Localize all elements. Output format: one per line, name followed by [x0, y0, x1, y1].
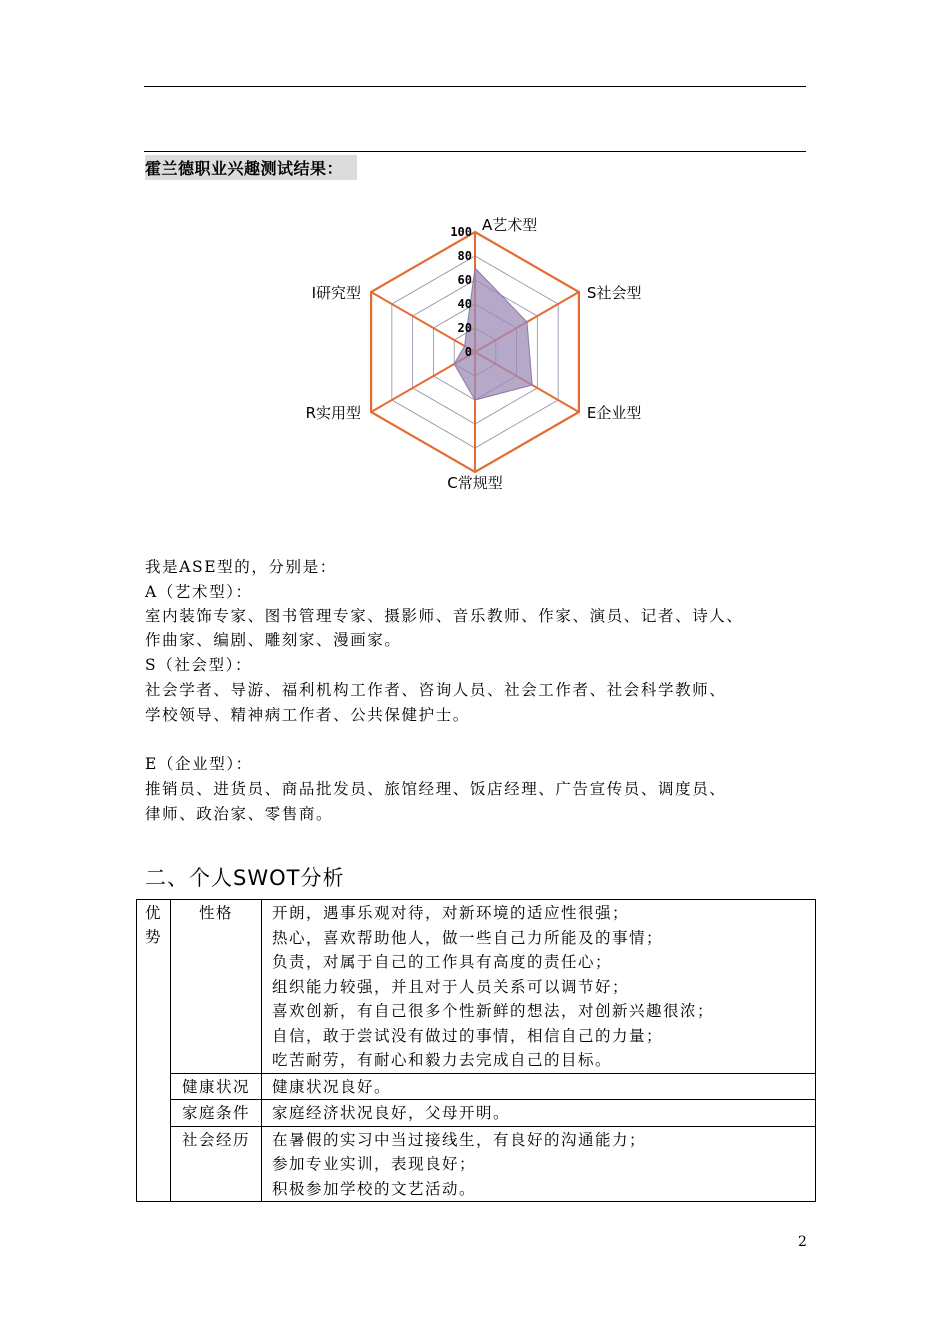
- radar-tick-label: 100: [450, 225, 472, 239]
- radar-axis-label: S社会型: [586, 284, 642, 302]
- row-line: 组织能力较强，并且对于人员关系可以调节好；: [272, 977, 630, 996]
- table-row: [137, 1126, 816, 1202]
- table-row: [137, 1073, 816, 1100]
- radar-tick-label: 80: [457, 249, 472, 263]
- row-line: 在暑假的实习中当过接线生，有良好的沟通能力；: [272, 1130, 647, 1149]
- radar-axis-label: R实用型: [305, 404, 362, 422]
- row-line: 参加专业实训，表现良好；: [272, 1155, 477, 1173]
- radar-tick-label: 20: [457, 321, 472, 335]
- row-content: [262, 1073, 816, 1100]
- row-content: [262, 1126, 816, 1202]
- swot-table: [136, 899, 816, 1202]
- swot-category: [137, 900, 171, 1202]
- holland-result-heading: 霍兰德职业兴趣测试结果：: [145, 155, 357, 180]
- row-line: 开朗，遇事乐观对待，对新环境的适应性很强；: [272, 904, 630, 922]
- row-line: 热心，喜欢帮助他人，做一些自己力所能及的事情；: [272, 928, 664, 947]
- radar-axis-label: E企业型: [586, 404, 642, 422]
- table-row: [137, 1100, 816, 1127]
- row-label: 健康状况: [171, 1073, 262, 1100]
- page-number: 2: [798, 1234, 807, 1250]
- type-s-line: 社会学者、导游、福利机构工作者、咨询人员、社会工作者、社会科学教师、: [145, 681, 727, 699]
- type-a-line: 室内装饰专家、图书管理专家、摄影师、音乐教师、作家、演员、记者、诗人、: [145, 607, 744, 625]
- row-line: 负责，对属于自己的工作具有高度的责任心；: [272, 953, 613, 971]
- radar-tick-label: 60: [457, 273, 472, 287]
- radar-tick-label: 40: [457, 297, 472, 311]
- type-s-line: 学校领导、精神病工作者、公共保健护士。: [145, 706, 470, 724]
- header-rule: [144, 86, 806, 87]
- row-label: 性格: [171, 900, 262, 1074]
- row-line: 吃苦耐劳，有耐心和毅力去完成自己的目标。: [272, 1051, 613, 1069]
- holland-radar-chart: [280, 205, 680, 505]
- table-row: [137, 900, 816, 1074]
- radar-axis-label: C常规型: [447, 474, 503, 492]
- row-line: 家庭经济状况良好，父母开明。: [272, 1104, 511, 1122]
- row-label: 社会经历: [171, 1126, 262, 1202]
- type-a-title: A（艺术型）：: [145, 583, 253, 601]
- row-line: 自信，敢于尝试没有做过的事情，相信自己的力量；: [272, 1026, 664, 1045]
- radar-tick-label: 0: [464, 345, 472, 359]
- swot-section-title: 二、个人SWOT分析: [145, 866, 345, 890]
- type-s-title: S（社会型）：: [145, 656, 253, 674]
- type-e-line: 推销员、进货员、商品批发员、旅馆经理、饭店经理、广告宣传员、调度员、: [145, 780, 727, 798]
- row-content: [262, 900, 816, 1074]
- type-e-line: 律师、政治家、零售商。: [145, 805, 334, 823]
- swot-category-label: 优势: [145, 904, 163, 946]
- type-intro: 我是ASE型的，分别是：: [145, 558, 337, 576]
- row-line: 积极参加学校的文艺活动。: [272, 1179, 477, 1198]
- row-label: 家庭条件: [171, 1100, 262, 1127]
- type-e-title: E（企业型）：: [145, 755, 253, 773]
- row-line: 喜欢创新，有自己很多个性新鲜的想法，对创新兴趣很浓；: [272, 1002, 715, 1020]
- section-rule: [144, 151, 806, 152]
- radar-axis-label: A艺术型: [482, 216, 538, 234]
- row-line: 健康状况良好。: [272, 1077, 392, 1096]
- type-a-line: 作曲家、编剧、雕刻家、漫画家。: [145, 631, 402, 649]
- radar-axis-label: I研究型: [311, 284, 362, 302]
- row-content: [262, 1100, 816, 1127]
